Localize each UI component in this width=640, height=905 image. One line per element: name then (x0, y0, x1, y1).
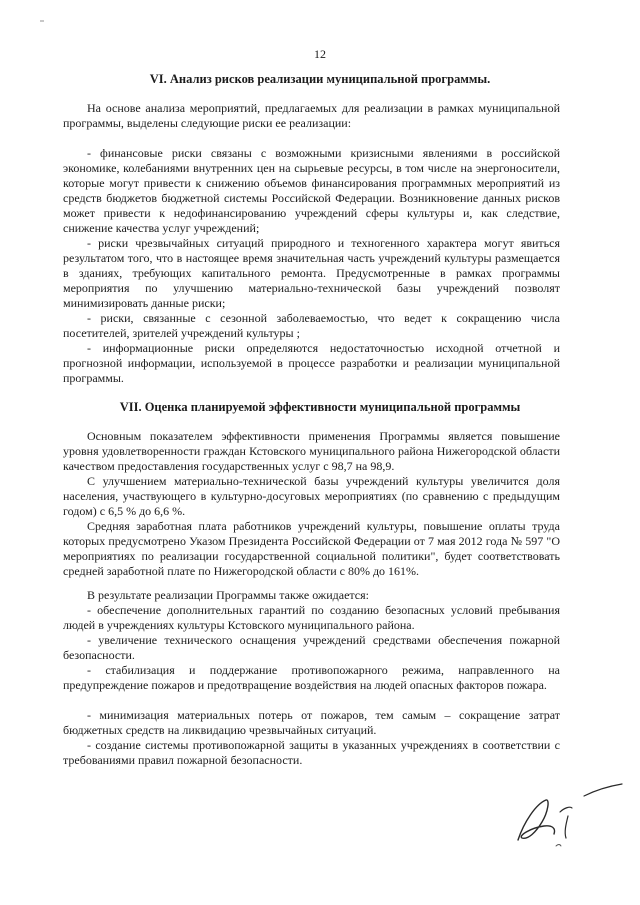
section-6-intro: На основе анализа мероприятий, предлагаемых для реализации в рамках муниципальной программы, выделены следующие риски ее реализации: (63, 101, 560, 130)
expectation-fire-protection-system: - создание системы противопожарной защиты в указанных учреждениях в соответствии с требованиями правил пожарной безопасности. (63, 738, 560, 767)
efficiency-paragraph-1: Основным показателем эффективности применения Программы является повышение уровня удовлетворенности граждан Кстовского муниципального района Нижегородской области качеством предоставления государственных услуг с 98,7 на 98,9. (63, 429, 560, 473)
expectations-intro: В результате реализации Программы также ожидается: (87, 588, 369, 602)
expectation-safety-guarantees: - обеспечение дополнительных гарантий по созданию безопасных условий пребывания людей в учреждениях культуры Кстовского муниципального района. (63, 603, 560, 632)
efficiency-paragraph-2: С улучшением материально-технической базы учреждений культуры увеличится доля населения, участвующего в культурно-досуговых мероприятиях (по сравнению с предыдущим годом) с 6,5 % до 6,6 %. (63, 474, 560, 518)
expectation-loss-minimization: - минимизация материальных потерь от пожаров, тем самым – сокращение затрат бюджетных средств на ликвидацию чрезвычайных ситуаций. (63, 708, 560, 737)
section-7-heading: VII. Оценка планируемой эффективности муниципальной программы (119, 400, 521, 414)
scan-speck (40, 20, 44, 22)
risk-emergency: - риски чрезвычайных ситуаций природного и техногенного характера могут явиться результатом того, что в настоящее время значительная часть учреждений культуры размещается в зданиях, требующих капитального ремонта. Предусмотренные в рамках программы мероприятия по улучшению материально-технической базы учреждений позволят минимизировать данные риски; (63, 236, 560, 310)
expectation-fire-regime: - стабилизация и поддержание противопожарного режима, направленного на предупреждение пожаров и предотвращение воздействия на людей опасных факторов пожара. (63, 663, 560, 692)
handwritten-signature (500, 782, 630, 852)
page-number: 12 (314, 47, 326, 61)
risk-seasonal: - риски, связанные с сезонной заболеваемостью, что ведет к сокращению числа посетителей, зрителей учреждений культуры ; (63, 311, 560, 340)
expectation-fire-equipment: - увеличение технического оснащения учреждений средствами обеспечения пожарной безопасности. (63, 633, 560, 662)
risk-information: - информационные риски определяются недостаточностью исходной отчетной и прогнозной информации, используемой в процессе разработки и реализации муниципальной программы. (63, 341, 560, 385)
efficiency-paragraph-3: Средняя заработная плата работников учреждений культуры, повышение оплаты труда которых предусмотрено Указом Президента Российской Федерации от 7 мая 2012 года № 597 "О мероприятиях по реализации государственной социальной политики", будет соответствовать средней заработной плате по Нижегородской области с 80% до 161%. (63, 519, 560, 578)
risk-financial: - финансовые риски связаны с возможными кризисными явлениями в российской экономике, колебаниями внутренних цен на сырьевые ресурсы, в том числе на энергоносители, которые могут привести к снижению объемов финансирования программных мероприятий из средств бюджетов бюджетной системы Российской Федерации. Возникновение данных рисков может привести к недофинансированию учреждений сферы культуры и, как следствие, снижение качества услуг учреждений; (63, 146, 560, 235)
section-6-heading: VI. Анализ рисков реализации муниципальной программы. (149, 72, 491, 86)
